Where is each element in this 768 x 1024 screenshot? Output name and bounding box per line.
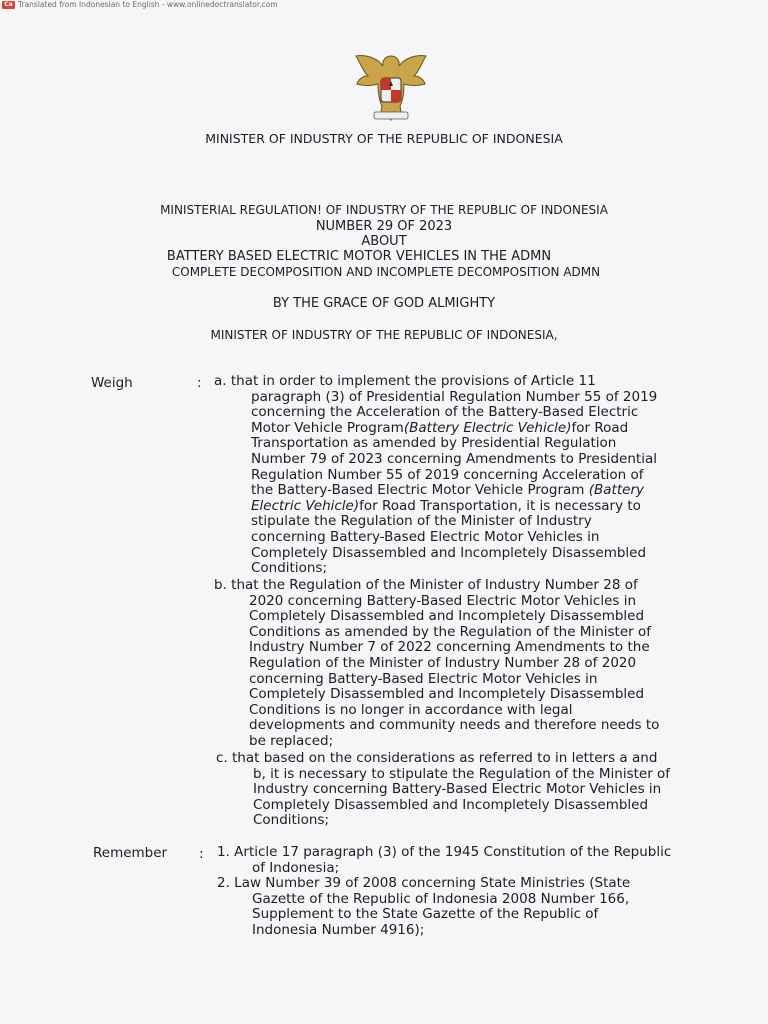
weigh-item-a-line: Regulation Number 55 of 2019 concerning Acceleration of [251, 466, 644, 483]
weigh-item-a-italic-term: (Battery Electric Vehicle) [403, 419, 572, 436]
remember-label: Remember [93, 845, 168, 861]
remember-item-2-line: Supplement to the State Gazette of the Republic of [252, 906, 599, 923]
weigh-item-a-line: Transportation as amended by Presidential Regulation [251, 435, 617, 452]
translator-banner-text: Translated from Indonesian to English - www.onlinedoctranslator.com [18, 0, 278, 9]
grace-heading: BY THE GRACE OF GOD ALMIGHTY [272, 296, 496, 311]
weigh-item-a-line [251, 483, 657, 499]
weigh-item-a-line [251, 499, 657, 515]
weigh-item-a-line [251, 421, 657, 437]
minister-signatory-heading: MINISTER OF INDUSTRY OF THE REPUBLIC OF INDONESIA, [210, 328, 558, 342]
weigh-label: Weigh [91, 375, 133, 391]
weigh-item-a-line: concerning Battery-Based Electric Motor Vehicles in [251, 528, 600, 545]
weigh-item-a-first-line: a. that in order to implement the provisions of Article 11 [214, 373, 596, 389]
weigh-item-b-line: Industry Number 7 of 2022 concerning Amendments to the [249, 639, 650, 656]
weigh-item-a-line: concerning the Acceleration of the Battery-Based Electric [251, 404, 639, 421]
weigh-item-a-text: Motor Vehicle Program [251, 419, 404, 436]
regulation-heading: MINISTERIAL REGULATION! OF INDUSTRY OF THE REPUBLIC OF INDONESIA [160, 203, 608, 217]
regulation-title-line1: BATTERY BASED ELECTRIC MOTOR VEHICLES IN THE ADMN [166, 249, 552, 264]
weigh-item-a-line: Completely Disassembled and Incompletely Disassembled [251, 544, 647, 561]
weigh-item-c-line: Industry concerning Battery-Based Electric Motor Vehicles in [253, 781, 662, 798]
garuda-emblem-icon [352, 48, 430, 126]
weigh-item-a-text: for Road [571, 419, 629, 436]
weigh-item-a-text: the Battery-Based Electric Motor Vehicle Program [251, 482, 585, 499]
weigh-item-a-line: Conditions; [251, 560, 328, 577]
weigh-item-b-line: be replaced; [249, 732, 334, 749]
weigh-colon: : [197, 375, 202, 391]
remember-item-1-line: of Indonesia; [252, 859, 340, 876]
remember-item-2-line: Indonesia Number 4916); [252, 921, 425, 938]
weigh-item-a-italic-term: Electric Vehicle) [251, 497, 360, 514]
translator-logo-icon: Ca [2, 1, 15, 9]
remember-item-1-first-line: 1. Article 17 paragraph (3) of the 1945 Constitution of the Republic [217, 844, 672, 860]
translator-banner[interactable] [2, 0, 278, 10]
weigh-item-a-line: stipulate the Regulation of the Minister of Industry [251, 513, 592, 530]
weigh-item-c-line: Conditions; [253, 812, 330, 829]
remember-item-2 [217, 876, 630, 938]
remember-colon: : [199, 846, 204, 862]
weigh-item-a-text: for Road Transportation, it is necessary to [359, 497, 641, 514]
weigh-item-a-line: paragraph (3) of Presidential Regulation Number 55 of 2019 [251, 388, 658, 405]
regulation-title-line2: COMPLETE DECOMPOSITION AND INCOMPLETE DECOMPOSITION ADMN [171, 265, 601, 279]
weigh-item-c [216, 751, 670, 829]
about-heading: ABOUT [361, 234, 407, 249]
weigh-item-b-line: developments and community needs and therefore needs to [249, 717, 660, 734]
weigh-item-b-line: Conditions is no longer in accordance with legal [249, 701, 573, 718]
weigh-item-b-line: Completely Disassembled and Incompletely Disassembled [249, 608, 645, 625]
remember-item-1 [217, 845, 671, 876]
weigh-item-a-italic-term: (Battery [588, 482, 644, 499]
weigh-item-c-line: Completely Disassembled and Incompletely Disassembled [253, 796, 649, 813]
weigh-item-a-line: Number 79 of 2023 concerning Amendments to Presidential [251, 450, 657, 467]
minister-heading: MINISTER OF INDUSTRY OF THE REPUBLIC OF INDONESIA [205, 131, 563, 146]
weigh-item-b-line: Regulation of the Minister of Industry Number 28 of 2020 [249, 654, 637, 671]
weigh-item-a [214, 374, 657, 577]
weigh-item-c-line: b, it is necessary to stipulate the Regulation of the Minister of [253, 765, 671, 782]
weigh-item-b-line: concerning Battery-Based Electric Motor Vehicles in [249, 670, 598, 687]
weigh-item-c-first-line: c. that based on the considerations as referred to in letters a and [216, 750, 658, 766]
regulation-number: NUMBER 29 OF 2023 [315, 219, 453, 234]
weigh-item-b-first-line: b. that the Regulation of the Minister of Industry Number 28 of [214, 577, 638, 593]
weigh-item-b-line: Completely Disassembled and Incompletely Disassembled [249, 686, 645, 703]
weigh-item-b [214, 578, 659, 750]
weigh-item-b-line: Conditions as amended by the Regulation of the Minister of [249, 623, 651, 640]
remember-item-2-first-line: 2. Law Number 39 of 2008 concerning State Ministries (State [217, 875, 631, 891]
weigh-item-b-line: 2020 concerning Battery-Based Electric Motor Vehicles in [249, 592, 637, 609]
remember-item-2-line: Gazette of the Republic of Indonesia 2008 Number 166, [252, 890, 630, 907]
